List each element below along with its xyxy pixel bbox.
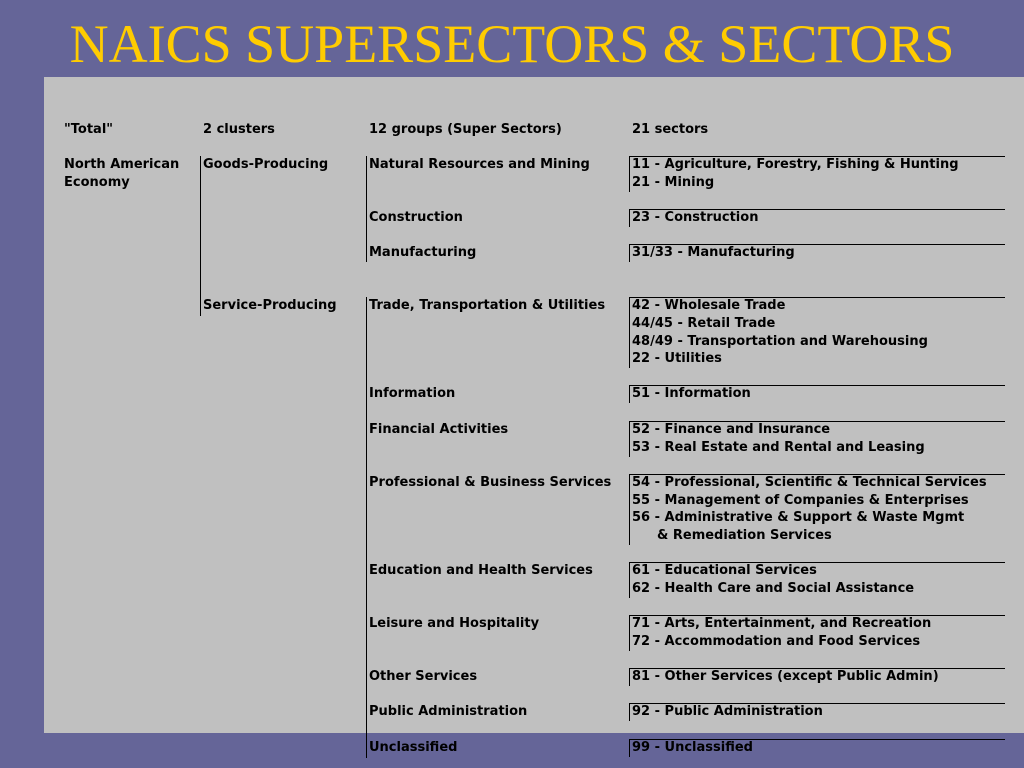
sector-item: 62 - Health Care and Social Assistance <box>632 581 915 596</box>
sector-bracket <box>629 385 630 403</box>
sector-item: 61 - Educational Services <box>632 563 817 578</box>
group-unclassified: Unclassified <box>369 740 458 755</box>
group-financial-activities: Financial Activities <box>369 422 509 437</box>
sector-item: 22 - Utilities <box>632 351 722 366</box>
sector-bracket <box>629 156 630 192</box>
group-information: Information <box>369 386 456 401</box>
cluster-service-producing: Service-Producing <box>203 298 337 313</box>
sector-item: 71 - Arts, Entertainment, and Recreation <box>632 616 932 631</box>
header-clusters: 2 clusters <box>203 122 275 137</box>
sector-item: 92 - Public Administration <box>632 704 823 719</box>
goods-groups-bracket <box>366 156 367 262</box>
group-manufacturing: Manufacturing <box>369 245 477 260</box>
sector-bracket <box>629 615 630 651</box>
sector-item-continuation: & Remediation Services <box>657 528 832 543</box>
sector-item: 48/49 - Transportation and Warehousing <box>632 334 928 349</box>
group-education-health-services: Education and Health Services <box>369 563 593 578</box>
header-total: "Total" <box>64 122 114 137</box>
sector-item: 42 - Wholesale Trade <box>632 298 786 313</box>
group-public-administration: Public Administration <box>369 704 528 719</box>
group-leisure-hospitality: Leisure and Hospitality <box>369 616 540 631</box>
sector-item: 23 - Construction <box>632 210 759 225</box>
economy-label-line1: North American <box>64 157 180 172</box>
sector-item: 54 - Professional, Scientific & Technical Services <box>632 475 987 490</box>
service-groups-bracket <box>366 297 367 758</box>
sector-item: 99 - Unclassified <box>632 740 753 755</box>
goods-cluster-bracket <box>200 156 201 316</box>
sector-item: 56 - Administrative & Support & Waste Mgmt <box>632 510 965 525</box>
header-groups: 12 groups (Super Sectors) <box>369 122 562 137</box>
page-title: NAICS SUPERSECTORS & SECTORS <box>69 14 955 74</box>
sector-item: 81 - Other Services (except Public Admin) <box>632 669 939 684</box>
group-natural-resources-mining: Natural Resources and Mining <box>369 157 590 172</box>
sector-item: 31/33 - Manufacturing <box>632 245 795 260</box>
sector-bracket <box>629 209 630 227</box>
sector-bracket <box>629 703 630 721</box>
sector-item: 44/45 - Retail Trade <box>632 316 776 331</box>
sector-bracket <box>629 244 630 262</box>
sector-bracket <box>629 739 630 757</box>
sector-item: 51 - Information <box>632 386 751 401</box>
economy-label-line2: Economy <box>64 175 130 190</box>
group-professional-business-services: Professional & Business Services <box>369 475 612 490</box>
group-trade-transportation-utilities: Trade, Transportation & Utilities <box>369 298 606 313</box>
group-construction: Construction <box>369 210 463 225</box>
cluster-goods-producing: Goods-Producing <box>203 157 329 172</box>
group-other-services: Other Services <box>369 669 478 684</box>
sector-item: 55 - Management of Companies & Enterprises <box>632 493 969 508</box>
sector-bracket <box>629 668 630 686</box>
sector-item: 21 - Mining <box>632 175 715 190</box>
sector-bracket <box>629 562 630 598</box>
sector-item: 72 - Accommodation and Food Services <box>632 634 921 649</box>
naics-table-panel <box>44 77 1024 755</box>
sector-bracket <box>629 474 630 545</box>
sector-item: 53 - Real Estate and Rental and Leasing <box>632 440 925 455</box>
sector-bracket <box>629 297 630 368</box>
header-sectors: 21 sectors <box>632 122 709 137</box>
sector-bracket <box>629 421 630 457</box>
sector-item: 52 - Finance and Insurance <box>632 422 831 437</box>
sector-item: 11 - Agriculture, Forestry, Fishing & Hunting <box>632 157 959 172</box>
